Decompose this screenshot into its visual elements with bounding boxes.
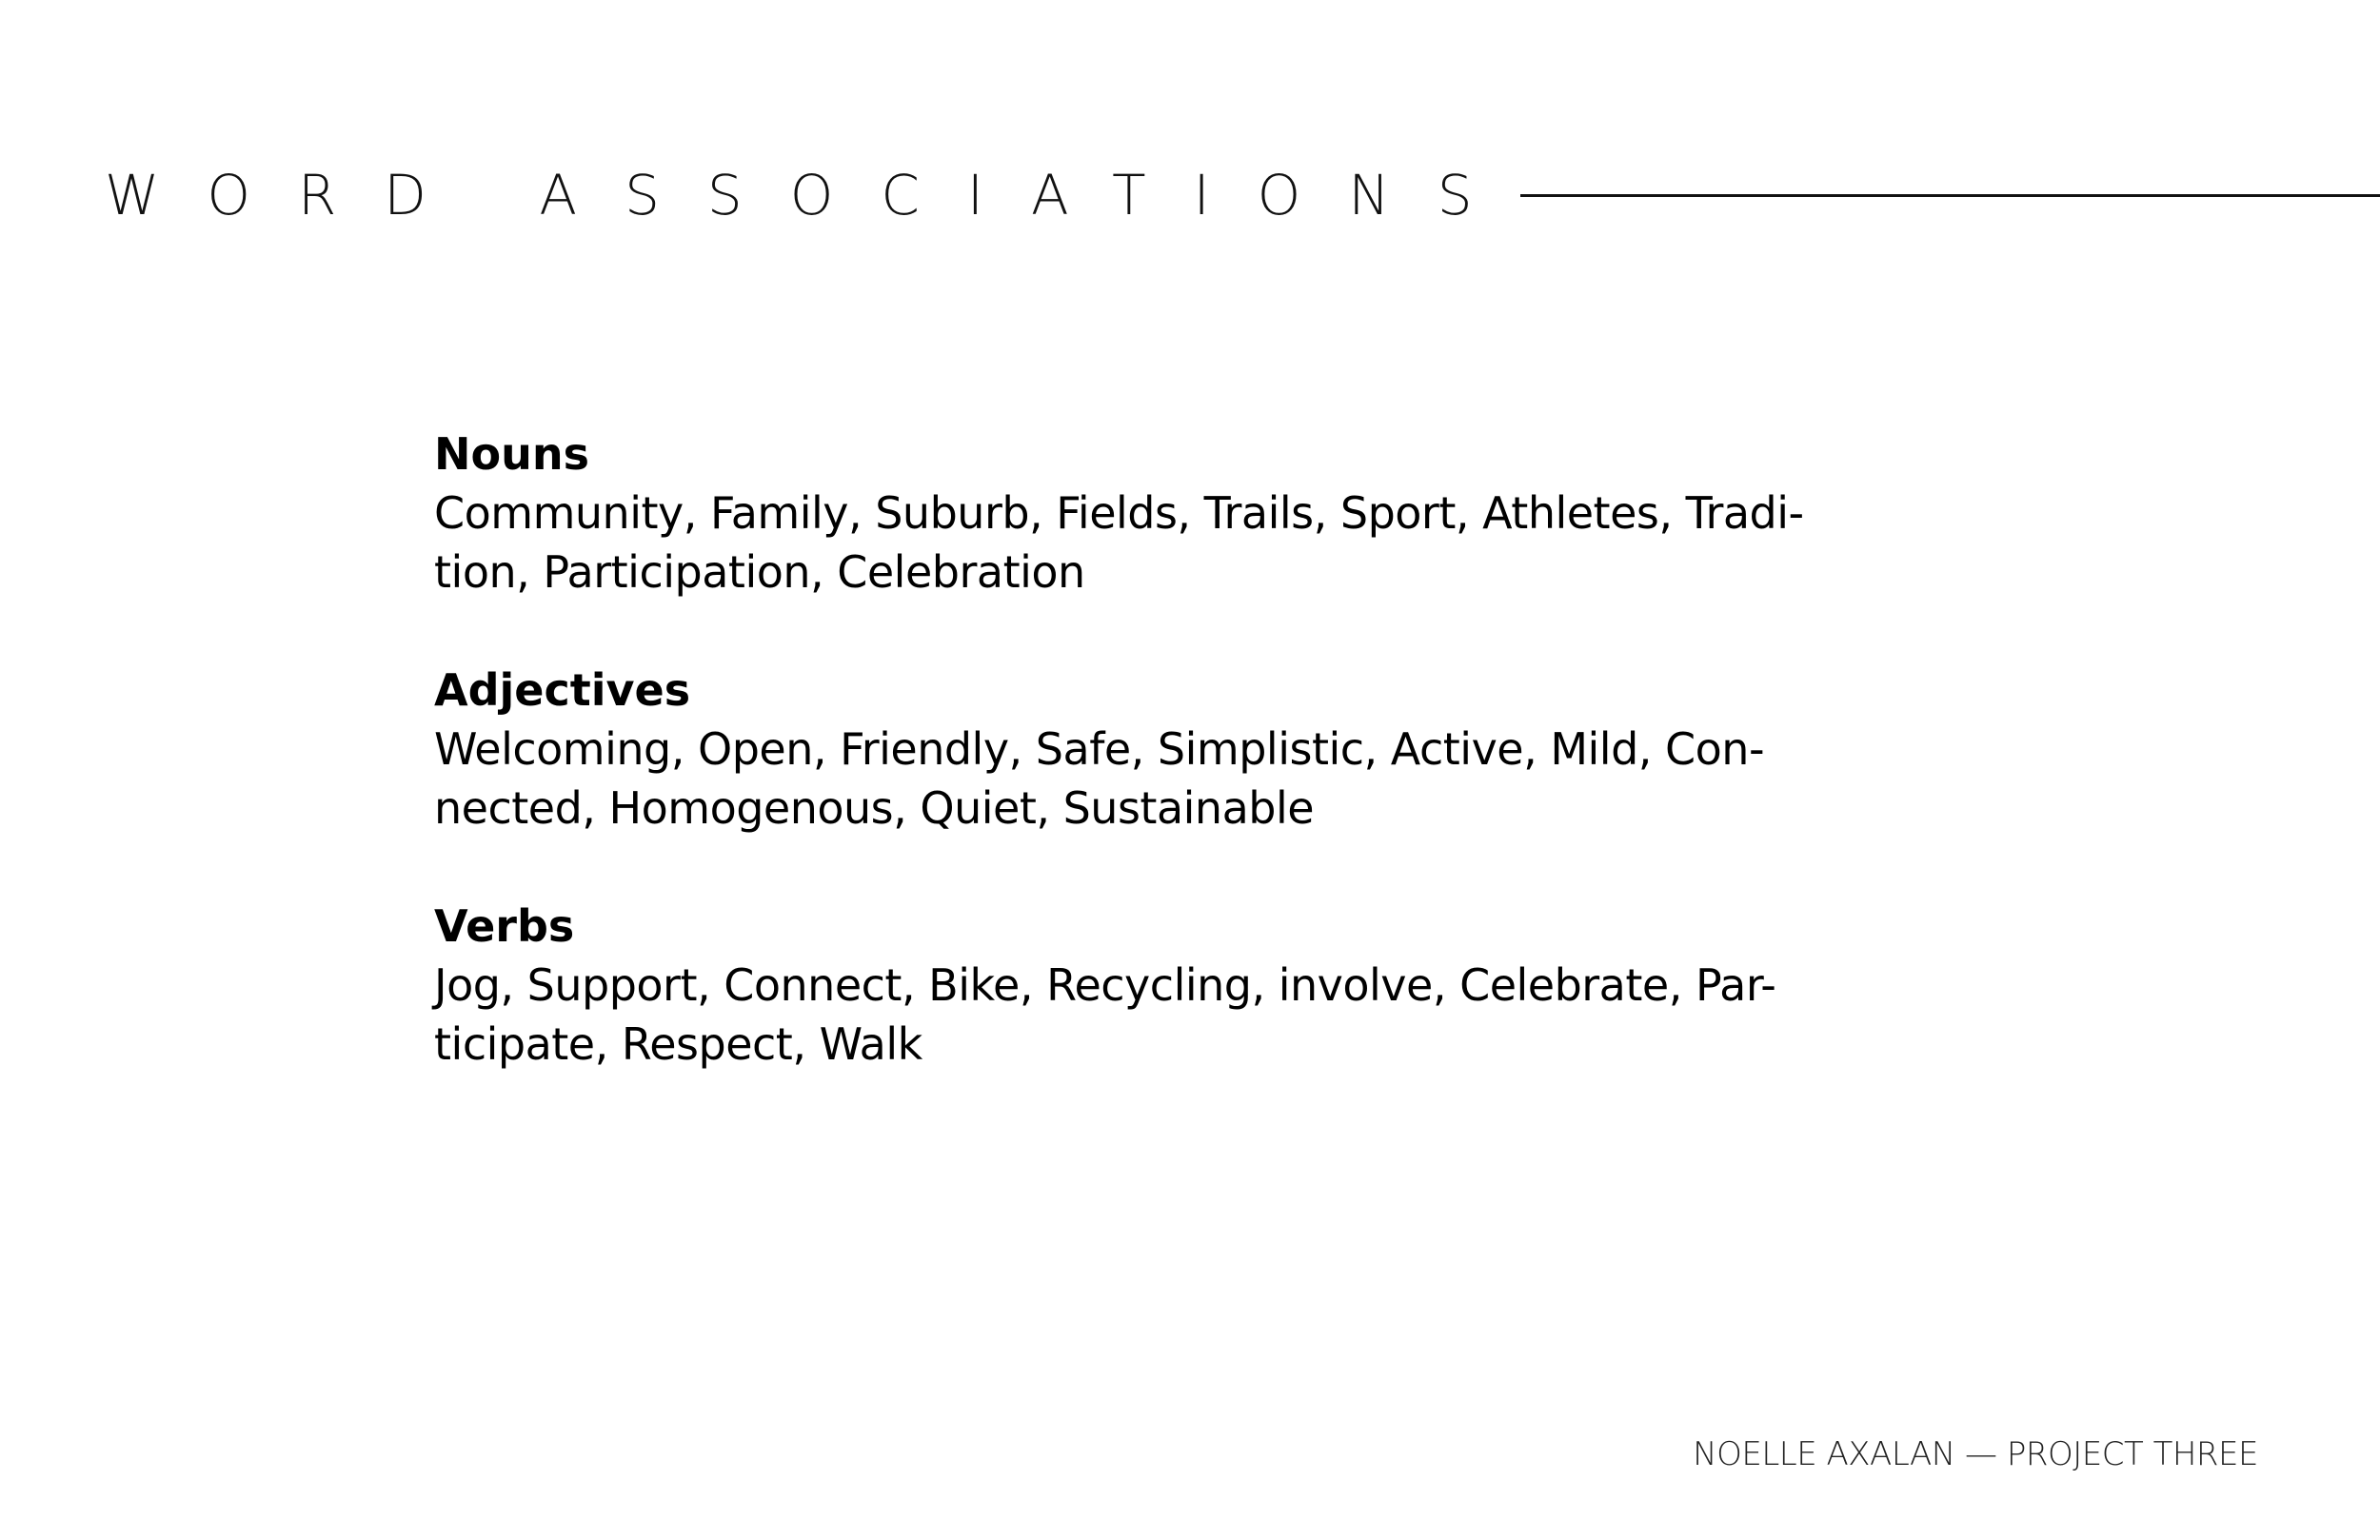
- section-heading-adjectives: Adjectives: [434, 664, 691, 716]
- section-nouns: [434, 424, 1834, 602]
- section-line: Community, Family, Suburb, Fields, Trails, Sport, Athletes, Tradi-: [434, 487, 1804, 539]
- section-line: Welcoming, Open, Friendly, Safe, Simplistic, Active, Mild, Con-: [434, 723, 1765, 775]
- section-verbs: [434, 897, 1834, 1074]
- page-header: [105, 162, 2380, 228]
- page-title: WORD ASSOCIATIONS: [105, 163, 1520, 227]
- section-line: nected, Homogenous, Quiet, Sustainable: [434, 782, 1315, 834]
- page-footer: NOELLE AXALAN — PROJECT THREE: [1693, 1435, 2258, 1473]
- section-heading-verbs: Verbs: [434, 900, 575, 952]
- section-line: Jog, Support, Connect, Bike, Recycling, involve, Celebrate, Par-: [434, 959, 1776, 1011]
- section-line: tion, Participation, Celebration: [434, 546, 1085, 598]
- section-heading-nouns: Nouns: [434, 428, 589, 480]
- section-line: ticipate, Respect, Walk: [434, 1018, 922, 1070]
- header-rule: [1520, 194, 2380, 197]
- section-adjectives: [434, 661, 1834, 838]
- word-association-list: [434, 424, 1834, 1133]
